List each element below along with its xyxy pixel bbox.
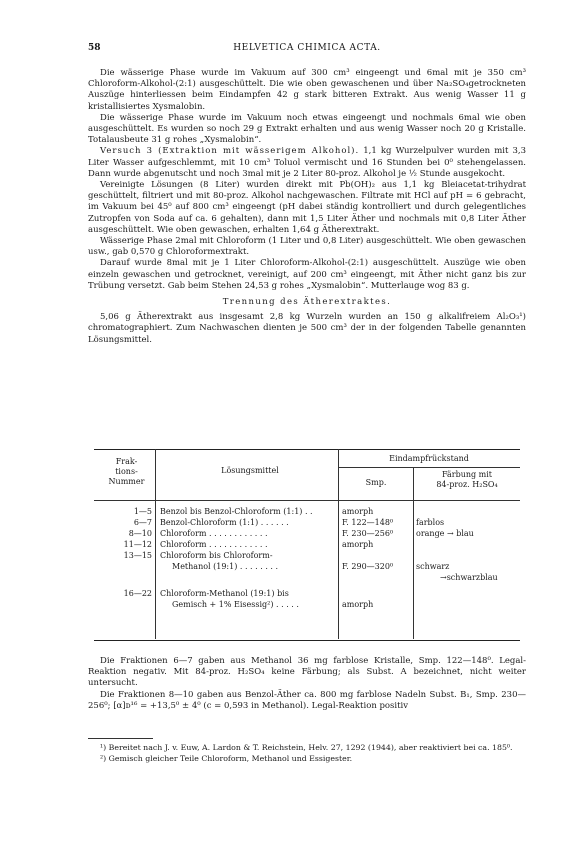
table-row-nr: 8—10 [128, 529, 152, 538]
table-row-lm: Chloroform-Methanol (19:1) bis [160, 589, 289, 598]
table-row-lm: Chloroform . . . . . . . . . . . . [160, 540, 268, 549]
table-row-farbe: orange → blau [416, 529, 474, 538]
paragraph-fraktion-6-7: Die Fraktionen 6—7 gaben aus Methanol 36 mg farblose Kristalle, Smp. 122—148⁰. Legal-Reaktion negativ. Mit 84-proz. H₂SO₄ keine Färbung; als Subst. A bezeichnet, nicht weiter untersucht. [88, 656, 526, 689]
col-header-faerbung: Färbung mit 84-proz. H₂SO₄ [436, 470, 498, 489]
table-row-lm: Benzol bis Benzol-Chloroform (1:1) . . [160, 507, 313, 516]
table-row-nr: 1—5 [133, 507, 152, 516]
running-header [88, 43, 526, 57]
col-header-loesungsmittel: Lösungsmittel [221, 466, 279, 475]
section-heading: Trennung des Ätherextraktes. [222, 297, 392, 308]
paragraph-3: Vereinigte Lösungen (8 Liter) wurden direkt mit Pb(OH)₂ aus 1,1 kg Bleiacetat-trihydrat geschüttelt, filtriert und mit 80-proz. Alkohol nachgewaschen. Filtrate mit HCl auf pH = 6 gebracht, im Vakuum bei 45⁰ auf 800 cm³ eingeengt (pH dabei ständig kontrolliert und durch gelegentliches Zutropfen von Soda auf ca. 6 gehalten), dann mit 1,5 Liter Äther und nochmals mit 0,8 Liter Äther ausgeschüttelt. Wie oben gewaschen, erhalten 1,64 g Ätherextrakt. [88, 180, 526, 235]
table-row-smp: amorph [342, 507, 374, 516]
table-row-farbe: schwarz [416, 562, 450, 571]
table-row-lm: Methanol (19:1) . . . . . . . . [172, 562, 279, 571]
table-row-nr: 6—7 [133, 518, 152, 527]
paragraph-1: Die wässerige Phase wurde im Vakuum auf 300 cm³ eingeengt und 6mal mit je 350 cm³ Chloroform-Alkohol-(2:1) ausgeschüttelt. Die wie oben gewaschenen und über Na₂SO₄getrockneten Auszüge hinterliessen beim Eindampfen 42 g stark bitteren Extrakt. Aus wenig Wasser 11 g kristallisiertes Xysmalobin. [88, 68, 526, 112]
post-table-text [88, 656, 526, 712]
paragraph-versuch-3 [88, 146, 526, 180]
paragraph-fraktion-8-10: Die Fraktionen 8—10 gaben aus Benzol-Äther ca. 800 mg farblose Nadeln Subst. B₁, Smp. 230—256⁰; [α]ᴅ¹⁶ = +13,5⁰ ± 4⁰ (c = 0,593 in Methanol). Legal-Reaktion positiv [88, 689, 526, 711]
table-row-smp: F. 122—148⁰ [342, 518, 394, 527]
journal-title: HELVETICA CHIMICA ACTA. [233, 43, 381, 53]
footnotes [88, 743, 526, 764]
main-text-block [88, 68, 526, 346]
table-row-smp: amorph [342, 600, 374, 609]
table-header-rule [94, 500, 520, 501]
table-row-farbe: →schwarzblau [440, 573, 498, 582]
table-row-nr: 16—22 [123, 589, 152, 598]
col-header-fraktion: Frak- tions- Nummer [108, 457, 145, 486]
versuch-3-title: Versuch 3 (Extraktion mit wässerigem Alkohol). [100, 146, 360, 157]
table-row-lm: Gemisch + 1% Eisessig²) . . . . . [172, 600, 299, 609]
table-divider [413, 467, 414, 639]
paragraph-5: Darauf wurde 8mal mit je 1 Liter Chloroform-Alkohol-(2:1) ausgeschüttelt. Auszüge wie oben einzeln gewaschen und getrocknet, vereinigt, auf 200 cm³ eingeengt, mit Äther nicht ganz bis zur Trübung versetzt. Gab beim Stehen 24,53 g rohes „Xysmalobin“. Mutterlauge wog 83 g. [88, 258, 526, 291]
table-row-farbe: farblos [416, 518, 445, 527]
footnote-1: ¹) Bereitet nach J. v. Euw, A. Lardon & T. Reichstein, Helv. 27, 1292 (1944), aber reaktiviert bei ca. 185⁰. [100, 743, 513, 752]
page-number: 58 [88, 43, 101, 53]
table-divider [155, 449, 156, 639]
col-header-eindampfrueckstand: Eindampfrückstand [389, 454, 469, 463]
paragraph-4: Wässerige Phase 2mal mit Chloroform (1 Liter und 0,8 Liter) ausgeschüttelt. Wie oben gewaschen usw., gab 0,570 g Chloroformextrakt. [88, 236, 526, 258]
table-row-smp: F. 230—256⁰ [342, 529, 394, 538]
table-row-lm: Chloroform bis Chloroform- [160, 551, 273, 560]
footnote-rule [88, 738, 153, 739]
paragraph-2: Die wässerige Phase wurde im Vakuum noch etwas eingeengt und nochmals 6mal wie oben ausgeschüttelt. Es wurden so noch 29 g Extrakt erhalten und aus wenig Wasser noch 20 g Kristalle. Totalausbeute 31 g rohes „Xysmalobin“. [88, 112, 526, 146]
table-row-nr: 11—12 [123, 540, 152, 549]
table-row-smp: F. 290—320⁰ [342, 562, 394, 571]
table-row-smp: amorph [342, 540, 374, 549]
footnote-2: ²) Gemisch gleicher Teile Chloroform, Methanol und Essigester. [100, 753, 353, 763]
table-row-lm: Chloroform . . . . . . . . . . . . [160, 529, 268, 538]
table-divider [338, 449, 339, 639]
table-row-lm: Benzol-Chloroform (1:1) . . . . . . [160, 518, 289, 527]
table-divider [338, 467, 520, 468]
table-row-nr: 13—15 [123, 551, 152, 560]
col-header-smp: Smp. [365, 478, 387, 487]
section-paragraph: 5,06 g Ätherextrakt aus insgesamt 2,8 kg Wurzeln wurden an 150 g alkalifreiem Al₂O₃¹) chromatographiert. Zum Nachwaschen dienten je 500 cm³ der in der folgenden Tabelle genannten Lösungsmittel. [88, 312, 526, 345]
versuch-3-text: 1,1 kg Wurzelpulver wurden mit 3,3 Liter Wasser aufgeschlemmt, mit 10 cm³ Toluol vermischt und 16 Stunden bei 0⁰ stehengelassen. Dann wurde abgenutscht und noch 3mal mit je 2 Liter 80-proz. Alkohol je ½ Stunde ausgekocht. [88, 146, 526, 179]
